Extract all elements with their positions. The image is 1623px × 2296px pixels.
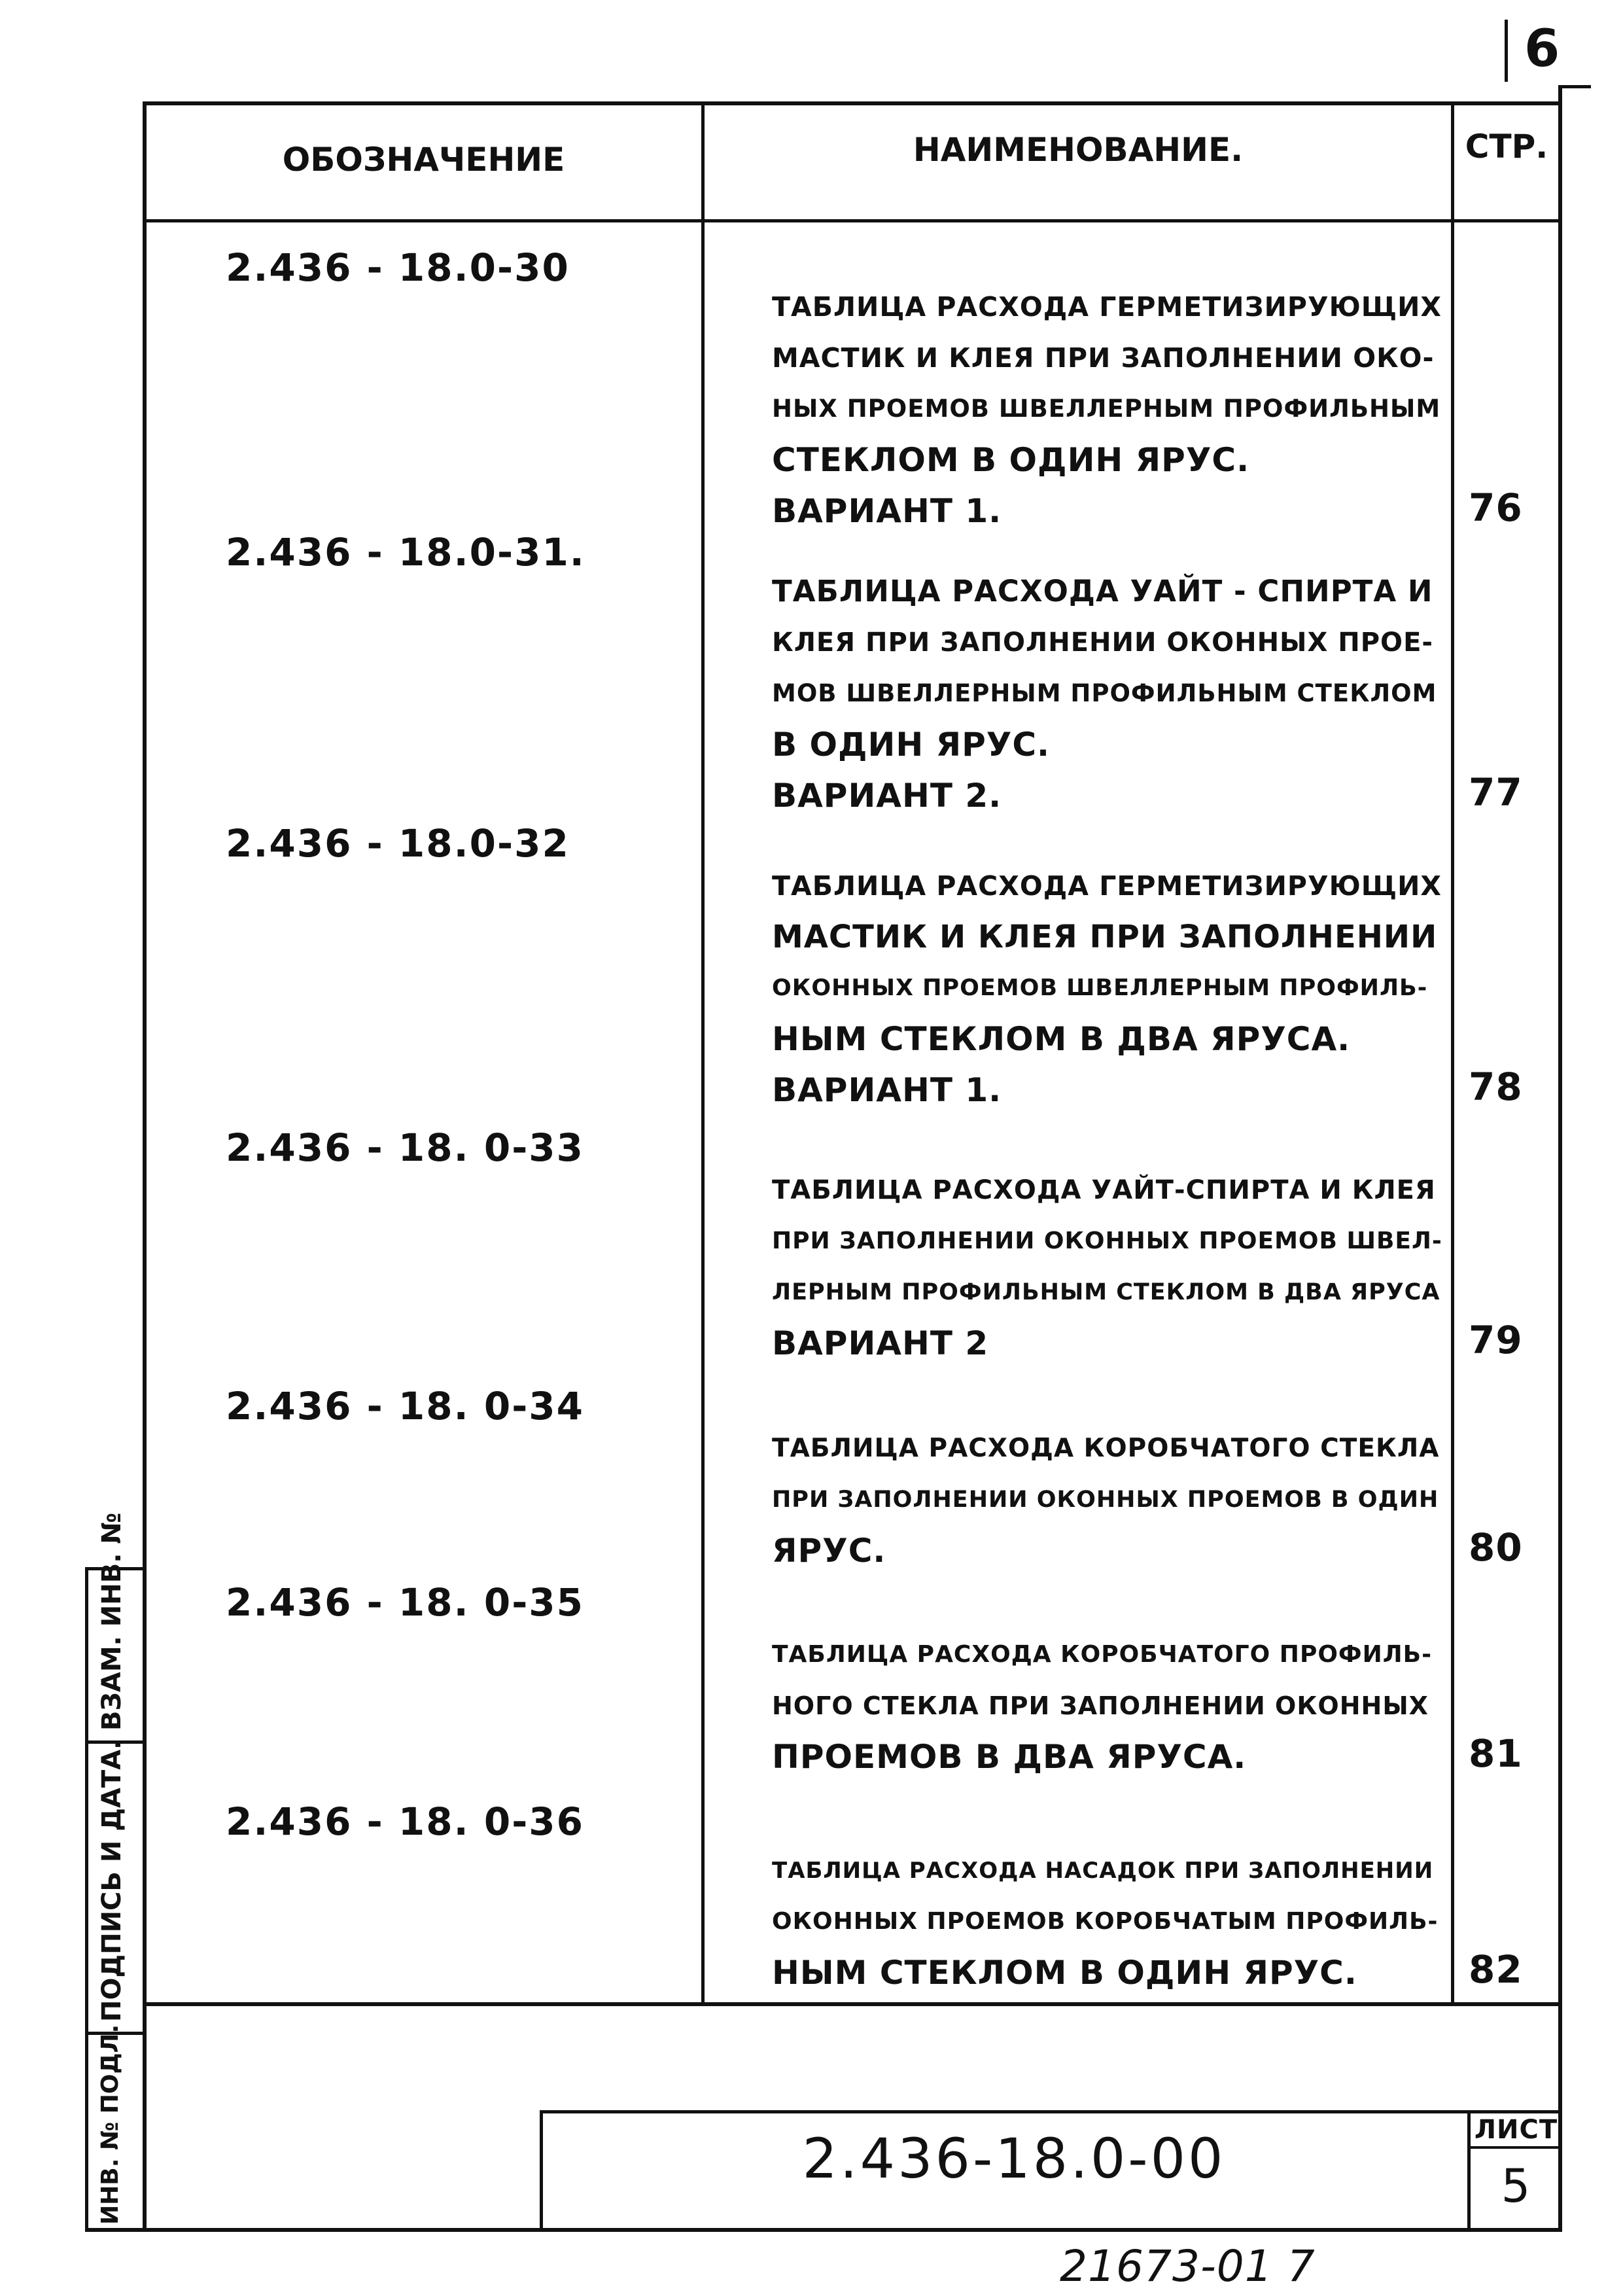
row-name-line: НЫМ СТЕКЛОМ В ДВА ЯРУСА.	[772, 1020, 1351, 1058]
row-name-line: ТАБЛИЦА РАСХОДА КОРОБЧАТОГО ПРОФИЛЬ-	[772, 1641, 1433, 1668]
row-name-line: ТАБЛИЦА РАСХОДА ГЕРМЕТИЗИРУЮЩИХ	[772, 870, 1442, 902]
row-name-line: ТАБЛИЦА РАСХОДА НАСАДОК ПРИ ЗАПОЛНЕНИИ	[772, 1858, 1434, 1884]
row-name-line: ПРИ ЗАПОЛНЕНИИ ОКОННЫХ ПРОЕМОВ В ОДИН	[772, 1487, 1439, 1513]
frame-top	[143, 101, 1562, 105]
row-name-line: МОВ ШВЕЛЛЕРНЫМ ПРОФИЛЬНЫМ СТЕКЛОМ	[772, 679, 1437, 707]
side-inv-original: ИНВ. № ПОДЛ.	[97, 2024, 124, 2225]
row-name-line: ЛЕРНЫМ ПРОФИЛЬНЫМ СТЕКЛОМ В ДВА ЯРУСА	[772, 1279, 1440, 1305]
row-name-line: ВАРИАНТ 1.	[772, 1071, 1002, 1109]
frame-right	[1558, 85, 1562, 2231]
row-name-line: НЫМ СТЕКЛОМ В ОДИН ЯРУС.	[772, 1954, 1357, 1992]
corner-sheet-number: 6	[1524, 20, 1561, 79]
title-block-top	[540, 2110, 1562, 2113]
row-page: 80	[1469, 1525, 1523, 1570]
side-replaces-inv: ВЗАМ. ИНВ. №	[97, 1512, 127, 1731]
corner-divider	[1505, 20, 1508, 82]
document-code: 2.436-18.0-00	[802, 2127, 1226, 2191]
row-code: 2.436 - 18. 0-34	[226, 1384, 584, 1428]
header-page: СТР.	[1465, 128, 1548, 166]
table-bottom-line	[143, 2002, 1562, 2006]
row-name-line: НОГО СТЕКЛА ПРИ ЗАПОЛНЕНИИ ОКОННЫХ	[772, 1691, 1429, 1720]
frame-right-stub	[1558, 85, 1591, 88]
header-designation: ОБОЗНАЧЕНИЕ	[282, 141, 565, 179]
frame-left	[143, 101, 147, 2231]
row-code: 2.436 - 18.0-32	[226, 821, 570, 866]
row-name-line: ПРОЕМОВ В ДВА ЯРУСА.	[772, 1738, 1247, 1776]
row-code: 2.436 - 18.0-31.	[226, 530, 585, 574]
row-name-line: МАСТИК И КЛЕЯ ПРИ ЗАПОЛНЕНИИ ОКО-	[772, 342, 1435, 374]
row-name-line: КЛЕЯ ПРИ ЗАПОЛНЕНИИ ОКОННЫХ ПРОЕ-	[772, 627, 1433, 658]
row-name-line: ОКОННЫХ ПРОЕМОВ КОРОБЧАТЫМ ПРОФИЛЬ-	[772, 1908, 1439, 1935]
row-name-line: ТАБЛИЦА РАСХОДА ГЕРМЕТИЗИРУЮЩИХ	[772, 291, 1442, 323]
row-name-line: ОКОННЫХ ПРОЕМОВ ШВЕЛЛЕРНЫМ ПРОФИЛЬ-	[772, 975, 1428, 1001]
sheet-label: ЛИСТ	[1474, 2115, 1558, 2145]
row-name-line: НЫХ ПРОЕМОВ ШВЕЛЛЕРНЫМ ПРОФИЛЬНЫМ	[772, 395, 1441, 423]
row-page: 78	[1469, 1065, 1523, 1109]
sheet-number: 5	[1501, 2159, 1531, 2213]
side-signature-date: ПОДПИСЬ И ДАТА.	[97, 1739, 127, 2022]
frame-bottom	[85, 2228, 1562, 2232]
row-page: 77	[1469, 770, 1523, 815]
footer-number: 21673-01 7	[1060, 2241, 1316, 2291]
title-block-left	[540, 2110, 543, 2231]
row-name-line: В ОДИН ЯРУС.	[772, 726, 1051, 764]
row-code: 2.436 - 18.0-30	[226, 245, 570, 290]
col-divider-1	[701, 101, 705, 2005]
row-code: 2.436 - 18. 0-35	[226, 1580, 584, 1625]
col-divider-2	[1451, 101, 1454, 2005]
row-page: 82	[1469, 1947, 1523, 1992]
row-name-line: СТЕКЛОМ В ОДИН ЯРУС.	[772, 441, 1250, 479]
row-page: 76	[1469, 486, 1523, 530]
row-name-line: ТАБЛИЦА РАСХОДА УАЙТ - СПИРТА И	[772, 574, 1433, 609]
row-name-line: ВАРИАНТ 2.	[772, 777, 1002, 815]
row-page: 79	[1469, 1318, 1523, 1362]
row-name-line: МАСТИК И КЛЕЯ ПРИ ЗАПОЛНЕНИИ	[772, 919, 1438, 955]
row-name-line: ВАРИАНТ 2	[772, 1324, 989, 1362]
row-name-line: ЯРУС.	[772, 1532, 886, 1570]
sheet-label-line	[1467, 2146, 1562, 2149]
header-separator	[143, 219, 1562, 222]
title-block-divider	[1467, 2110, 1471, 2231]
side-stamp-outer	[85, 1567, 88, 2231]
row-code: 2.436 - 18. 0-33	[226, 1125, 584, 1170]
header-name: НАИМЕНОВАНИЕ.	[913, 131, 1244, 169]
row-name-line: ПРИ ЗАПОЛНЕНИИ ОКОННЫХ ПРОЕМОВ ШВЕЛ-	[772, 1227, 1442, 1254]
row-name-line: ТАБЛИЦА РАСХОДА УАЙТ-СПИРТА И КЛЕЯ	[772, 1175, 1436, 1205]
row-name-line: ТАБЛИЦА РАСХОДА КОРОБЧАТОГО СТЕКЛА	[772, 1434, 1440, 1463]
row-page: 81	[1469, 1731, 1523, 1776]
row-code: 2.436 - 18. 0-36	[226, 1799, 584, 1844]
row-name-line: ВАРИАНТ 1.	[772, 492, 1002, 530]
